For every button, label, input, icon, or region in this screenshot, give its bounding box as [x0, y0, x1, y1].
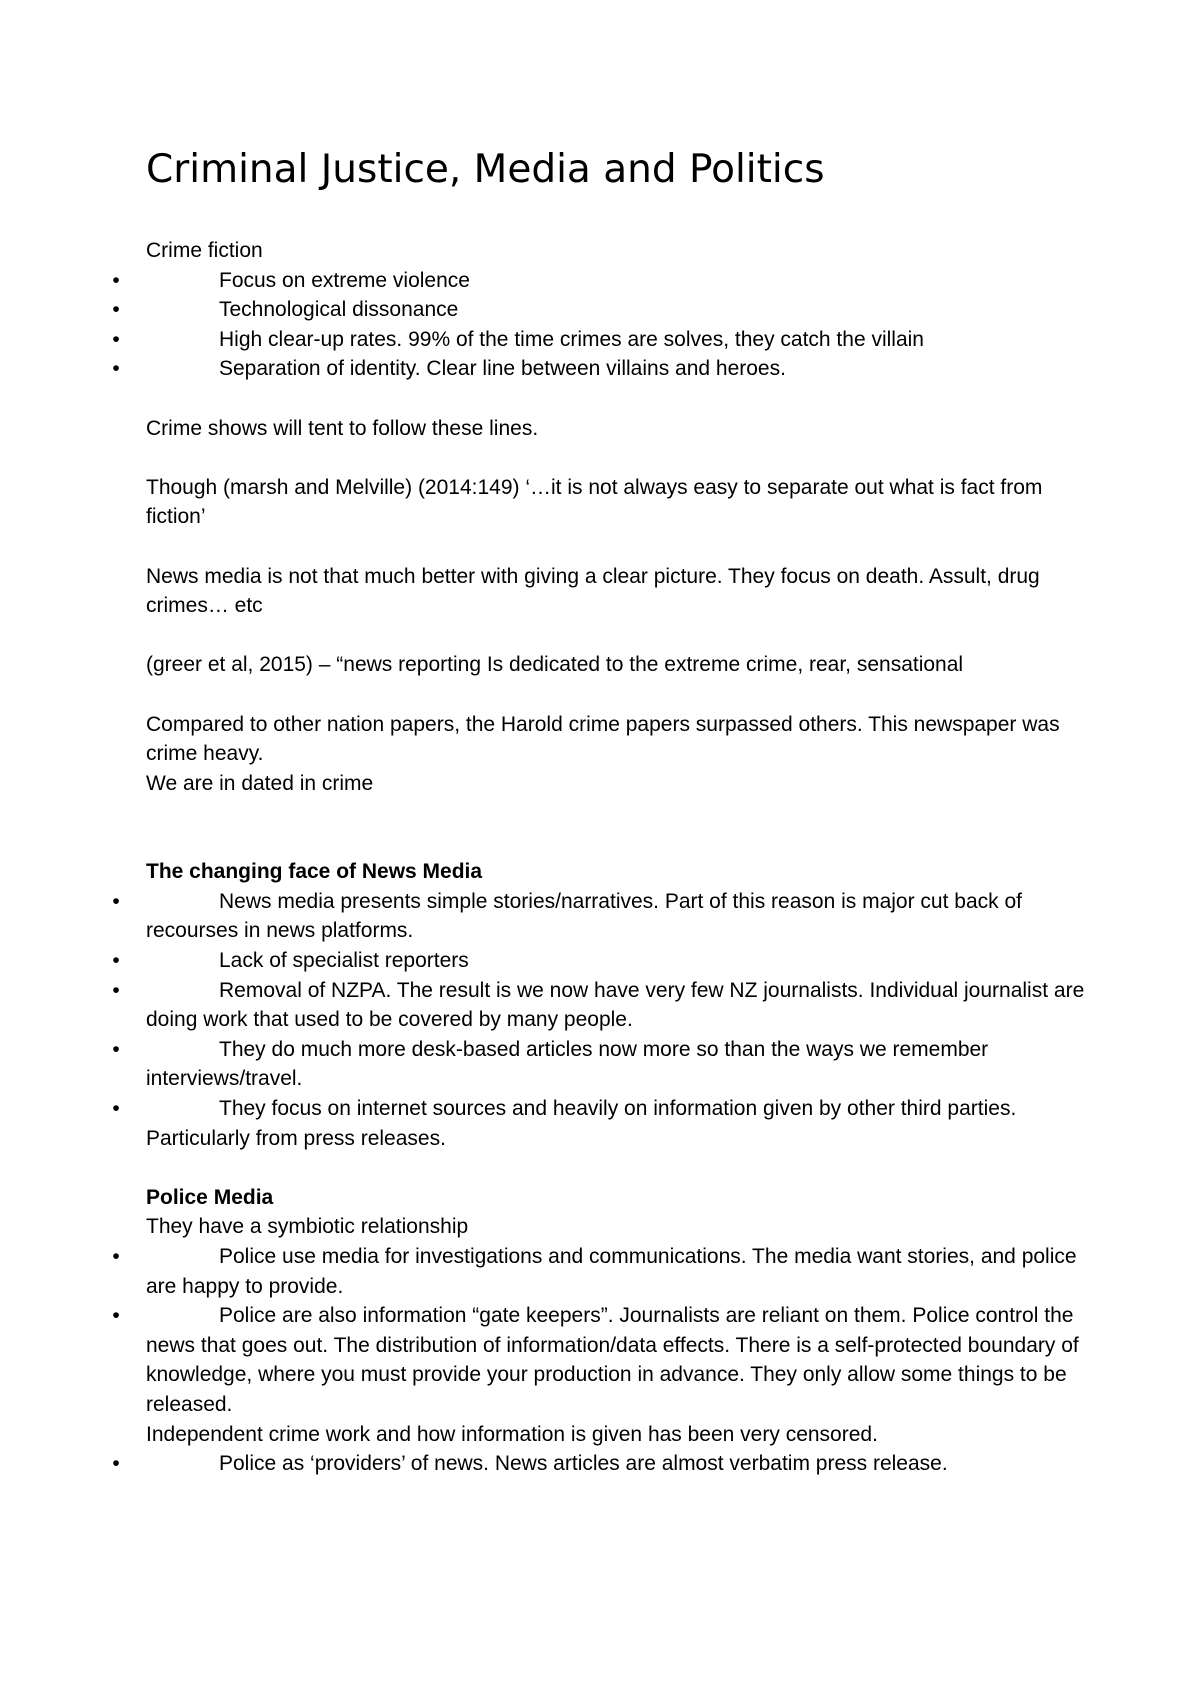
bullet-marker: •: [112, 1037, 120, 1061]
list-item-text: News media presents simple stories/narratives. Part of this reason is major cut back of recourses in news platforms.: [146, 889, 1022, 943]
list-item: [112, 976, 1086, 1035]
list-item: [112, 1094, 1086, 1153]
list-item-text: Lack of specialist reporters: [219, 949, 469, 973]
list-item-text: Technological dissonance: [219, 298, 459, 322]
bullet-marker: •: [112, 298, 120, 322]
marsh-quote-paragraph: Though (marsh and Melville) (2014:149) ‘…it is not always easy to separate out what is fact from fiction’: [146, 475, 1043, 529]
crime-fiction-list: [112, 266, 1086, 384]
document-title: Criminal Justice, Media and Politics: [146, 147, 825, 192]
harold-paragraph: Compared to other nation papers, the Harold crime papers surpassed others. This newspaper was crime heavy.: [146, 712, 1060, 766]
spacer: [146, 443, 1086, 473]
spacer: [146, 621, 1086, 651]
list-item-text: They do much more desk-based articles now more so than the ways we remember interviews/travel.: [146, 1037, 989, 1091]
bullet-marker: •: [112, 1304, 120, 1328]
list-item-text: Separation of identity. Clear line between villains and heroes.: [219, 357, 786, 381]
list-item: [112, 1035, 1086, 1094]
bullet-marker: •: [112, 949, 120, 973]
bullet-marker: •: [112, 268, 120, 292]
bullet-marker: •: [112, 978, 120, 1002]
spacer: [146, 1153, 1086, 1183]
list-item-text: They focus on internet sources and heavily on information given by other third parties. Particularly from press releases.: [146, 1097, 1017, 1150]
list-item-text: Focus on extreme violence: [219, 268, 470, 292]
crime-shows-paragraph: Crime shows will tent to follow these lines.: [146, 416, 539, 440]
police-media-heading: Police Media: [146, 1185, 274, 1209]
list-item-text: Police use media for investigations and communications. The media want stories, and police are happy to provide.: [146, 1245, 1077, 1298]
news-media-paragraph: News media is not that much better with giving a clear picture. They focus on death. Assult, drug crimes… etc: [146, 564, 1040, 618]
list-item: [112, 295, 1086, 325]
list-item-text: High clear-up rates. 99% of the time crimes are solves, they catch the villain: [219, 327, 924, 351]
list-item: [112, 887, 1086, 946]
bullet-marker: •: [112, 357, 120, 381]
list-item: [112, 354, 1086, 384]
police-media-list: [112, 1242, 1086, 1420]
list-item-text: Removal of NZPA. The result is we now have very few NZ journalists. Individual journalist are doing work that used to be covered by many people.: [146, 978, 1085, 1032]
police-media-intro: They have a symbiotic relationship: [146, 1215, 469, 1239]
police-media-censored: Independent crime work and how information is given has been very censored.: [146, 1422, 878, 1446]
list-item-text: Police as ‘providers’ of news. News articles are almost verbatim press release.: [219, 1452, 948, 1476]
in-dated-paragraph: We are in dated in crime: [146, 771, 374, 795]
bullet-marker: •: [112, 889, 120, 913]
document-body: [112, 146, 1086, 1479]
spacer: [146, 532, 1086, 562]
bullet-marker: •: [112, 1097, 120, 1121]
list-item: [112, 1449, 1086, 1479]
list-item-text: Police are also information “gate keepers”. Journalists are reliant on them. Police control the news that goes out. The distribution of information/data effects. There is a self-protected boundary of knowledge, where you must provide your production in advance. They only allow some things to be released.: [146, 1304, 1079, 1416]
list-item: [112, 1242, 1086, 1301]
list-item: [112, 325, 1086, 355]
list-item: [112, 946, 1086, 976]
bullet-marker: •: [112, 1452, 120, 1476]
greer-quote-paragraph: (greer et al, 2015) – “news reporting Is dedicated to the extreme crime, rear, sensational: [146, 653, 964, 677]
spacer: [146, 384, 1086, 414]
bullet-marker: •: [112, 1245, 120, 1268]
bullet-marker: •: [112, 327, 120, 351]
list-item: [112, 1301, 1086, 1419]
police-media-list-continued: [112, 1449, 1086, 1479]
spacer: [146, 798, 1086, 857]
changing-face-heading: The changing face of News Media: [146, 860, 483, 884]
spacer: [146, 680, 1086, 710]
crime-fiction-heading: Crime fiction: [146, 239, 263, 262]
list-item: [112, 266, 1086, 296]
changing-face-list: [112, 887, 1086, 1153]
